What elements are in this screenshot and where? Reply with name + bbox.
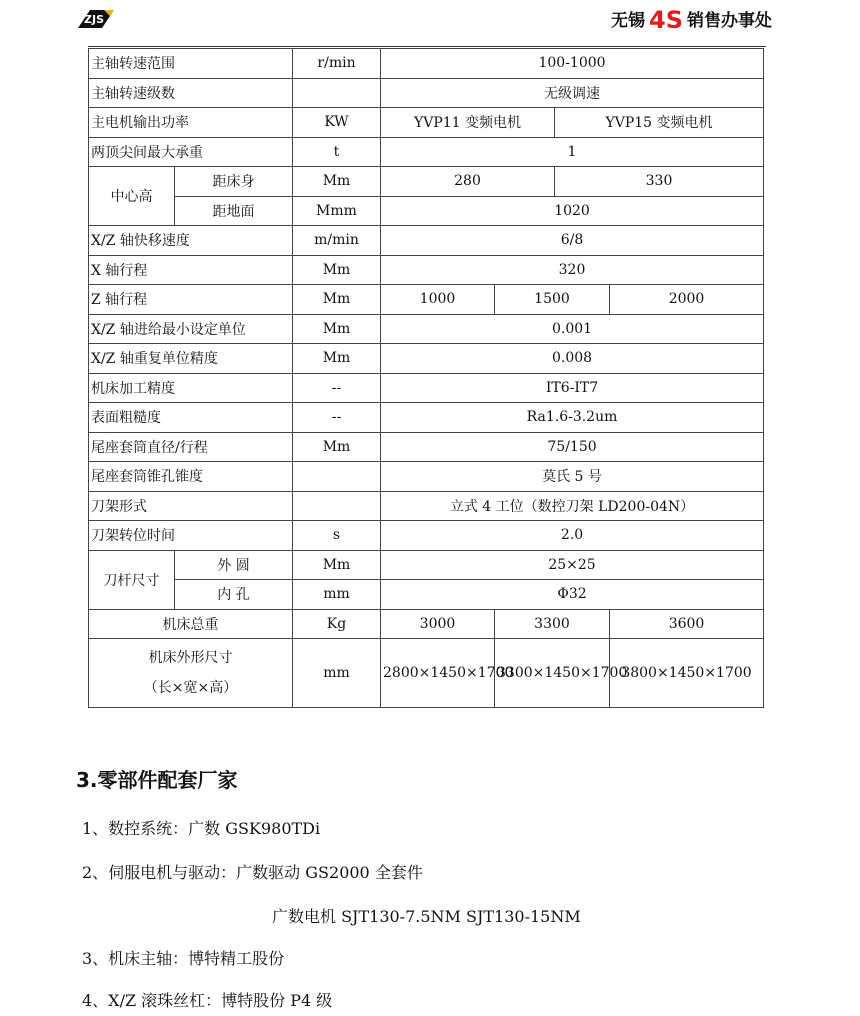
spec-name: [89, 639, 293, 708]
spec-unit: Mm: [293, 314, 381, 344]
spec-unit: mm: [293, 639, 381, 708]
list-item: 广数电机 SJT130-7.5NM SJT130-15NM: [272, 907, 581, 926]
spec-unit: Mm: [293, 167, 381, 197]
list-item: 2、伺服电机与驱动：广数驱动 GS2000 全套件: [82, 863, 423, 882]
spec-value: 3000: [381, 609, 495, 639]
spec-value: 3300×1450×1700: [495, 639, 610, 708]
spec-unit: Mm: [293, 550, 381, 580]
spec-unit: Mm: [293, 285, 381, 315]
spec-sub-name: 外 圆: [175, 550, 293, 580]
list-item: 3、机床主轴：博特精工股份: [82, 949, 285, 968]
spec-unit: Mm: [293, 255, 381, 285]
spec-unit: mm: [293, 580, 381, 610]
spec-unit: KW: [293, 108, 381, 138]
table-row: [89, 285, 764, 315]
table-row: [89, 344, 764, 374]
spec-name: X 轴行程: [89, 255, 293, 285]
spec-value: 2800×1450×1700: [381, 639, 495, 708]
spec-name: 表面粗糙度: [89, 403, 293, 433]
page-header: [0, 0, 860, 44]
spec-value: 6/8: [381, 226, 764, 256]
spec-name: 刀架转位时间: [89, 521, 293, 551]
section-title: 3.零部件配套厂家: [76, 768, 238, 792]
spec-name: 机床加工精度: [89, 373, 293, 403]
spec-sub-name: 内 孔: [175, 580, 293, 610]
table-row: [89, 196, 764, 226]
spec-name: 机床总重: [89, 609, 293, 639]
spec-name: 尾座套筒锥孔锥度: [89, 462, 293, 492]
spec-unit: r/min: [293, 49, 381, 79]
spec-unit: [293, 491, 381, 521]
spec-unit: Mm: [293, 432, 381, 462]
spec-value: 280: [381, 167, 555, 197]
spec-name: X/Z 轴进给最小设定单位: [89, 314, 293, 344]
spec-value: IT6-IT7: [381, 373, 764, 403]
spec-unit: [293, 462, 381, 492]
table-row: [89, 226, 764, 256]
spec-unit: m/min: [293, 226, 381, 256]
table-row: [89, 167, 764, 197]
spec-unit: Mm: [293, 344, 381, 374]
spec-value: 1: [381, 137, 764, 167]
table-row: [89, 49, 764, 79]
spec-value: 3300: [495, 609, 610, 639]
table-row: [89, 403, 764, 433]
spec-value: 2000: [610, 285, 764, 315]
table-row: [89, 255, 764, 285]
spec-unit: [293, 78, 381, 108]
table-row: [89, 137, 764, 167]
table-row: [89, 314, 764, 344]
table-row: [89, 491, 764, 521]
spec-unit: --: [293, 403, 381, 433]
spec-name-line1: 机床外形尺寸: [148, 650, 233, 666]
spec-name: X/Z 轴重复单位精度: [89, 344, 293, 374]
spec-value: 320: [381, 255, 764, 285]
spec-sub-name: 距地面: [175, 196, 293, 226]
spec-name: 主电机输出功率: [89, 108, 293, 138]
spec-value: 3800×1450×1700: [610, 639, 764, 708]
spec-value: 25×25: [381, 550, 764, 580]
spec-value: YVP15 变频电机: [555, 108, 764, 138]
svg-text:ZJS: ZJS: [84, 13, 104, 26]
brand-highlight: 4S: [649, 6, 683, 34]
zlr-logo-icon: [76, 8, 116, 30]
spec-value: 1500: [495, 285, 610, 315]
table-row: [89, 639, 764, 708]
table-row: [89, 550, 764, 580]
spec-value: 1000: [381, 285, 495, 315]
spec-value: 无级调速: [381, 78, 764, 108]
spec-unit: Kg: [293, 609, 381, 639]
table-row: [89, 462, 764, 492]
spec-unit: --: [293, 373, 381, 403]
spec-name: 刀架形式: [89, 491, 293, 521]
spec-name: X/Z 轴快移速度: [89, 226, 293, 256]
table-row: [89, 108, 764, 138]
brand-title: [611, 6, 772, 34]
spec-name: 主轴转速级数: [89, 78, 293, 108]
spec-value: 100-1000: [381, 49, 764, 79]
spec-name: 两顶尖间最大承重: [89, 137, 293, 167]
spec-group-name: 刀杆尺寸: [89, 550, 175, 609]
table-row: [89, 78, 764, 108]
spec-value: 1020: [381, 196, 764, 226]
spec-value: 0.001: [381, 314, 764, 344]
header-divider: [88, 46, 766, 47]
brand-suffix: 销售办事处: [687, 11, 772, 31]
spec-value: 75/150: [381, 432, 764, 462]
spec-name: Z 轴行程: [89, 285, 293, 315]
spec-value: 莫氏 5 号: [381, 462, 764, 492]
spec-sub-name: 距床身: [175, 167, 293, 197]
list-item: 1、数控系统：广数 GSK980TDi: [82, 819, 321, 838]
spec-unit: t: [293, 137, 381, 167]
table-row: [89, 432, 764, 462]
spec-name-line2: （长×宽×高）: [143, 680, 238, 696]
table-row: [89, 373, 764, 403]
spec-table: [88, 48, 764, 708]
spec-value: Φ32: [381, 580, 764, 610]
table-row: [89, 609, 764, 639]
spec-unit: s: [293, 521, 381, 551]
spec-name: 主轴转速范围: [89, 49, 293, 79]
table-row: [89, 521, 764, 551]
spec-value: 3600: [610, 609, 764, 639]
spec-value: YVP11 变频电机: [381, 108, 555, 138]
brand-prefix: 无锡: [611, 11, 646, 31]
spec-value: 2.0: [381, 521, 764, 551]
spec-value: Ra1.6-3.2um: [381, 403, 764, 433]
spec-value: 330: [555, 167, 764, 197]
table-row: [89, 580, 764, 610]
spec-value: 0.008: [381, 344, 764, 374]
spec-unit: Mmm: [293, 196, 381, 226]
spec-group-name: 中心高: [89, 167, 175, 226]
spec-value: 立式 4 工位（数控刀架 LD200-04N）: [381, 491, 764, 521]
spec-name: 尾座套筒直径/行程: [89, 432, 293, 462]
list-item: 4、X/Z 滚珠丝杠：博特股份 P4 级: [82, 991, 333, 1010]
